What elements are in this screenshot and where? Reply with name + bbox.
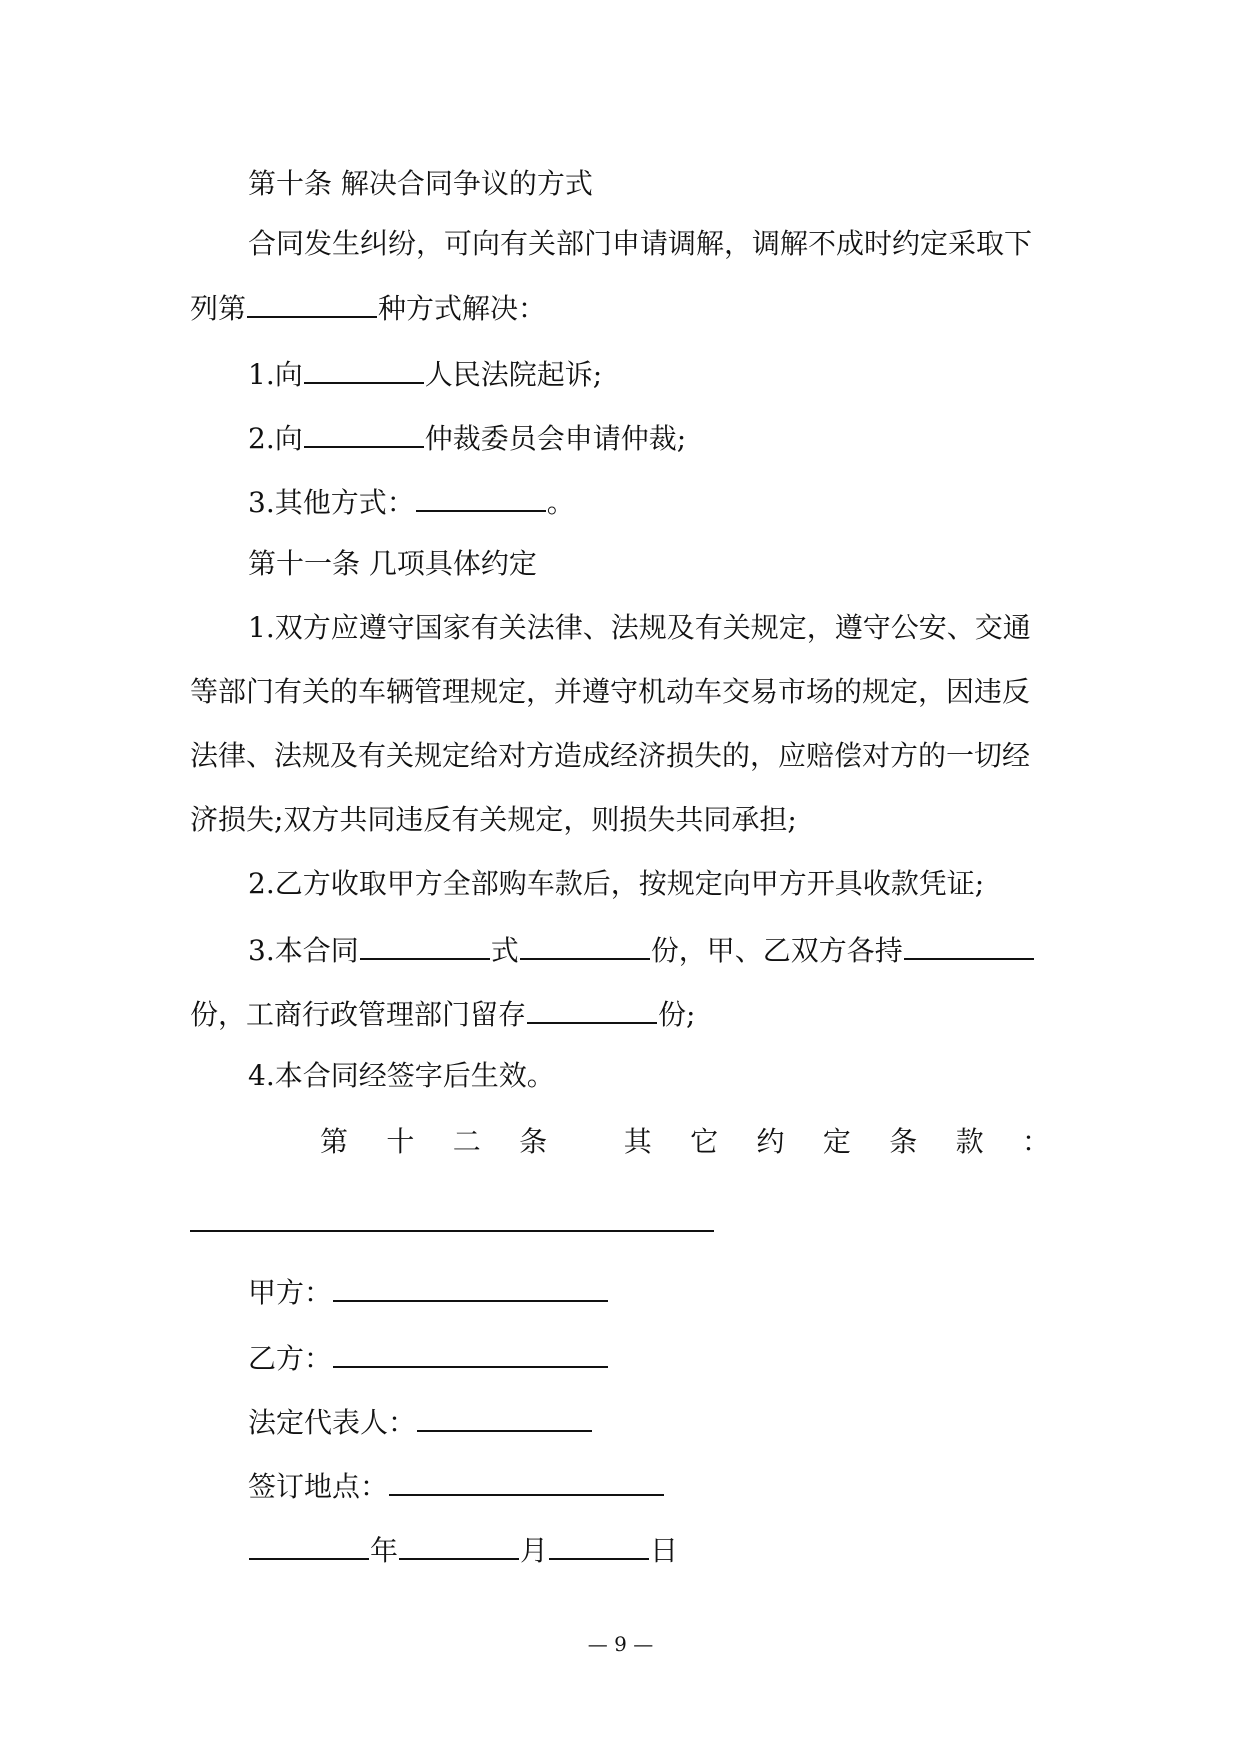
date-line bbox=[248, 1528, 1118, 1571]
article-11-item4: 4.本合同经签字后生效。 bbox=[248, 1059, 555, 1092]
party-a-line bbox=[248, 1270, 1118, 1313]
copies-each-blank bbox=[904, 928, 1034, 960]
article-12-char: 款 bbox=[955, 1125, 984, 1158]
article-10-line2-suffix: 种方式解决： bbox=[378, 292, 547, 325]
article-11-heading: 第十一条 几项具体约定 bbox=[248, 547, 537, 580]
item3-part-c: 份，甲、乙双方各持 bbox=[650, 934, 903, 967]
article-12-char: 定 bbox=[822, 1125, 851, 1158]
legal-rep-line bbox=[248, 1400, 1118, 1443]
party-b-label: 乙方： bbox=[248, 1342, 333, 1375]
option-other bbox=[248, 480, 1118, 523]
copies-bureau-blank bbox=[527, 992, 657, 1024]
article-11-item1-line2: 等部门有关的车辆管理规定，并遵守机动车交易市场的规定，因违反 bbox=[190, 675, 1031, 708]
copies-count-blank bbox=[520, 928, 650, 960]
arbitration-name-blank bbox=[304, 416, 424, 448]
article-12-char: 十 bbox=[386, 1125, 415, 1158]
option-court bbox=[248, 352, 1118, 395]
option-arbitration-suffix: 仲裁委员会申请仲裁; bbox=[424, 422, 687, 455]
legal-rep-label: 法定代表人： bbox=[248, 1406, 417, 1439]
article-12-char: 条 bbox=[519, 1125, 548, 1158]
article-12-char: 条 bbox=[889, 1125, 918, 1158]
option-arbitration-prefix: 2.向 bbox=[248, 422, 303, 455]
other-method-blank bbox=[416, 480, 546, 512]
option-court-prefix: 1.向 bbox=[248, 358, 303, 391]
month-label: 月 bbox=[520, 1534, 549, 1567]
option-other-suffix: 。 bbox=[546, 486, 575, 519]
copies-format-blank bbox=[360, 928, 490, 960]
legal-rep-blank bbox=[417, 1400, 592, 1432]
option-court-suffix: 人民法院起诉; bbox=[424, 358, 603, 391]
party-b-blank bbox=[333, 1336, 608, 1368]
year-blank bbox=[249, 1528, 369, 1560]
party-b-line bbox=[248, 1336, 1118, 1379]
article-12-char: 约 bbox=[756, 1125, 785, 1158]
article-11-item1-line4: 济损失;双方共同违反有关规定，则损失共同承担; bbox=[190, 803, 797, 836]
article-12-char: 二 bbox=[452, 1125, 481, 1158]
day-blank bbox=[549, 1528, 649, 1560]
option-arbitration bbox=[248, 416, 1118, 459]
article-11-item1-line1: 1.双方应遵守国家有关法律、法规及有关规定，遵守公安、交通 bbox=[248, 611, 1031, 644]
day-label: 日 bbox=[650, 1534, 679, 1567]
year-label: 年 bbox=[370, 1534, 399, 1567]
sign-place-blank bbox=[389, 1464, 664, 1496]
article-12-char: 它 bbox=[690, 1125, 719, 1158]
article-11-item3-line1 bbox=[248, 928, 1118, 971]
party-a-label: 甲方： bbox=[248, 1276, 333, 1309]
article-11-item2: 2.乙方收取甲方全部购车款后，按规定向甲方开具收款凭证; bbox=[248, 867, 985, 900]
article-11-item3-line2 bbox=[190, 992, 1060, 1035]
article-12-char: 第 bbox=[320, 1125, 349, 1158]
item3-part-e: 份; bbox=[658, 998, 696, 1031]
item3-part-a: 3.本合同 bbox=[248, 934, 359, 967]
article-10-line2-prefix: 列第 bbox=[190, 292, 247, 325]
article-12-heading bbox=[320, 1122, 1050, 1162]
court-name-blank bbox=[304, 352, 424, 384]
method-number-blank bbox=[247, 286, 377, 318]
item3-part-d: 份，工商行政管理部门留存 bbox=[190, 998, 527, 1031]
article-12-char: ： bbox=[1021, 1125, 1050, 1158]
sign-place-label: 签订地点： bbox=[248, 1470, 389, 1503]
article-10-text-line2 bbox=[190, 286, 1060, 329]
other-terms-blank bbox=[190, 1230, 714, 1232]
article-11-item1-line3: 法律、法规及有关规定给对方造成经济损失的，应赔偿对方的一切经 bbox=[190, 739, 1031, 772]
page-number: — 9 — bbox=[587, 1632, 654, 1656]
option-other-prefix: 3.其他方式： bbox=[248, 486, 415, 519]
party-a-blank bbox=[333, 1270, 608, 1302]
sign-place-line bbox=[248, 1464, 1118, 1507]
article-10-text-line1: 合同发生纠纷，可向有关部门申请调解，调解不成时约定采取下 bbox=[248, 227, 1033, 260]
item3-part-b: 式 bbox=[490, 934, 519, 967]
article-12-char: 其 bbox=[623, 1125, 652, 1158]
article-10-heading: 第十条 解决合同争议的方式 bbox=[248, 167, 593, 200]
month-blank bbox=[399, 1528, 519, 1560]
